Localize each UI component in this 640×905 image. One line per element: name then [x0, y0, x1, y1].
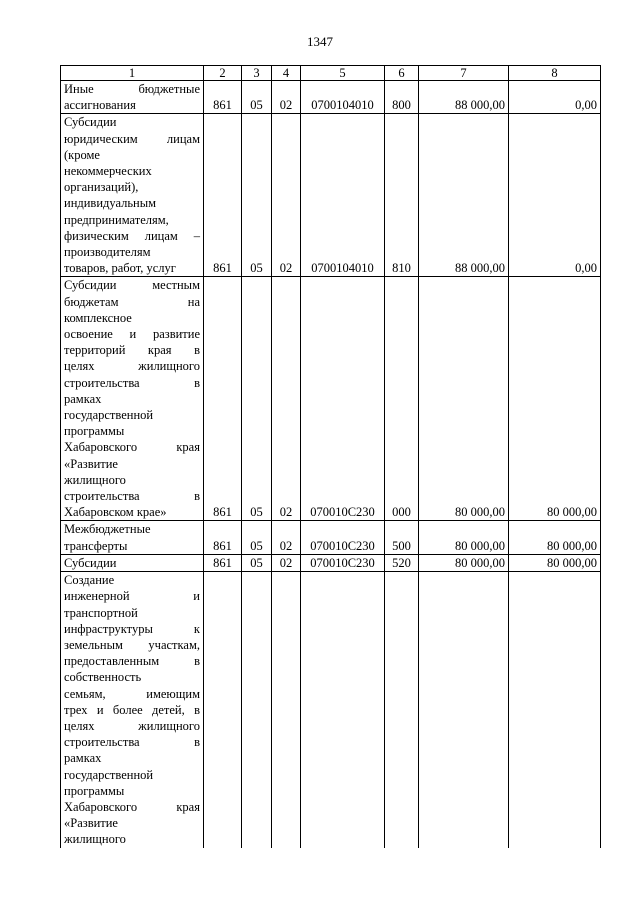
- cell-code-admin: 861: [204, 81, 242, 114]
- row-name-line: Субсидии: [64, 115, 117, 130]
- column-header: 2: [204, 66, 242, 81]
- row-name-line: предоставленным в: [64, 654, 200, 669]
- row-name-line: строительства в: [64, 375, 200, 390]
- row-name-line: «Развитие: [64, 816, 118, 831]
- cell-amount-year1: 80 000,00: [419, 521, 509, 554]
- cell-subsection: 02: [272, 521, 301, 554]
- row-name-line: Субсидии: [64, 555, 117, 570]
- row-name-line: строительства в: [64, 489, 200, 504]
- cell-target-article: 0700104010: [301, 81, 385, 114]
- cell-target-article: 070010С230: [301, 277, 385, 521]
- cell-amount-year1: 80 000,00: [419, 277, 509, 521]
- cell-amount-year1: 80 000,00: [419, 554, 509, 571]
- row-name-line: юридическим лицам: [64, 131, 200, 146]
- table-row: [61, 572, 601, 848]
- cell-section: 05: [242, 521, 272, 554]
- cell-target-article: [301, 572, 385, 848]
- row-name-line: программы: [64, 424, 125, 439]
- table-header-row: [61, 66, 601, 81]
- row-name-line: Субсидии местным: [64, 278, 200, 293]
- row-name-line: (кроме: [64, 147, 100, 162]
- cell-expense-type: 520: [385, 554, 419, 571]
- table-row: [61, 81, 601, 114]
- cell-code-admin: 861: [204, 277, 242, 521]
- cell-section: 05: [242, 81, 272, 114]
- table-row: [61, 114, 601, 277]
- row-name-line: Хабаровском крае»: [64, 505, 167, 520]
- row-name-line: предпринимателям,: [64, 212, 169, 227]
- row-name-line: жилищного: [64, 832, 126, 847]
- column-header: 4: [272, 66, 301, 81]
- cell-section: 05: [242, 554, 272, 571]
- cell-amount-year1: 88 000,00: [419, 81, 509, 114]
- row-name-line: рамках: [64, 391, 102, 406]
- row-name-line: ассигнования: [64, 98, 136, 113]
- column-header: 8: [509, 66, 601, 81]
- table-row: [61, 521, 601, 554]
- row-name-line: программы: [64, 783, 125, 798]
- row-name-line: производителям: [64, 245, 151, 260]
- cell-code-admin: 861: [204, 114, 242, 277]
- row-name-line: целях жилищного: [64, 359, 200, 374]
- cell-target-article: 070010С230: [301, 554, 385, 571]
- row-name-line: рамках: [64, 751, 102, 766]
- row-name-line: строительства в: [64, 735, 200, 750]
- cell-section: 05: [242, 114, 272, 277]
- row-name-line: Межбюджетные: [64, 522, 151, 537]
- row-name-line: товаров, работ, услуг: [64, 261, 176, 276]
- page-number: 1347: [307, 34, 333, 49]
- row-name: [61, 572, 204, 848]
- row-name-line: государственной: [64, 767, 154, 782]
- row-name-line: освоение и развитие: [64, 327, 200, 342]
- row-name-line: Хабаровского края: [64, 440, 200, 455]
- cell-amount-year2: 80 000,00: [509, 277, 601, 521]
- row-name-line: Хабаровского края: [64, 799, 200, 814]
- row-name-line: комплексное: [64, 310, 132, 325]
- row-name-line: физическим лицам –: [64, 228, 200, 243]
- cell-target-article: 070010С230: [301, 521, 385, 554]
- row-name-line: инфраструктуры к: [64, 621, 200, 636]
- cell-code-admin: 861: [204, 521, 242, 554]
- row-name-line: Иные бюджетные: [64, 82, 200, 96]
- cell-code-admin: 861: [204, 554, 242, 571]
- table-row: [61, 277, 601, 521]
- row-name-line: бюджетам на: [64, 294, 200, 309]
- row-name-line: государственной: [64, 408, 154, 423]
- row-name-line: некоммерческих: [64, 164, 152, 179]
- cell-subsection: 02: [272, 114, 301, 277]
- cell-target-article: 0700104010: [301, 114, 385, 277]
- cell-expense-type: 800: [385, 81, 419, 114]
- column-header: 6: [385, 66, 419, 81]
- row-name-line: трех и более детей, в: [64, 702, 200, 717]
- row-name: [61, 521, 204, 554]
- column-header: 5: [301, 66, 385, 81]
- cell-code-admin: [204, 572, 242, 848]
- row-name-line: трансферты: [64, 538, 128, 553]
- cell-amount-year2: [509, 572, 601, 848]
- row-name: [61, 277, 204, 521]
- row-name-line: транспортной: [64, 605, 138, 620]
- row-name: [61, 81, 204, 114]
- row-name-line: «Развитие: [64, 456, 118, 471]
- cell-subsection: 02: [272, 554, 301, 571]
- cell-subsection: 02: [272, 81, 301, 114]
- cell-subsection: [272, 572, 301, 848]
- row-name-line: территорий края в: [64, 343, 200, 358]
- column-header: 1: [61, 66, 204, 81]
- cell-expense-type: 810: [385, 114, 419, 277]
- row-name: [61, 554, 204, 571]
- row-name: [61, 114, 204, 277]
- row-name-line: индивидуальным: [64, 196, 157, 211]
- cell-amount-year1: [419, 572, 509, 848]
- cell-section: 05: [242, 277, 272, 521]
- cell-subsection: 02: [272, 277, 301, 521]
- cell-amount-year2: 0,00: [509, 81, 601, 114]
- row-name-line: семьям, имеющим: [64, 686, 200, 701]
- cell-amount-year2: 80 000,00: [509, 554, 601, 571]
- row-name-line: инженерной и: [64, 589, 200, 604]
- row-name-line: целях жилищного: [64, 718, 200, 733]
- cell-amount-year2: 0,00: [509, 114, 601, 277]
- cell-expense-type: 500: [385, 521, 419, 554]
- table-row: [61, 554, 601, 571]
- cell-expense-type: [385, 572, 419, 848]
- column-header: 7: [419, 66, 509, 81]
- row-name-line: организаций),: [64, 180, 139, 195]
- cell-section: [242, 572, 272, 848]
- cell-expense-type: 000: [385, 277, 419, 521]
- cell-amount-year1: 88 000,00: [419, 114, 509, 277]
- budget-table: [60, 65, 601, 848]
- row-name-line: собственность: [64, 670, 142, 685]
- row-name-line: жилищного: [64, 472, 126, 487]
- row-name-line: земельным участкам,: [64, 637, 200, 652]
- row-name-line: Создание: [64, 573, 115, 588]
- column-header: 3: [242, 66, 272, 81]
- cell-amount-year2: 80 000,00: [509, 521, 601, 554]
